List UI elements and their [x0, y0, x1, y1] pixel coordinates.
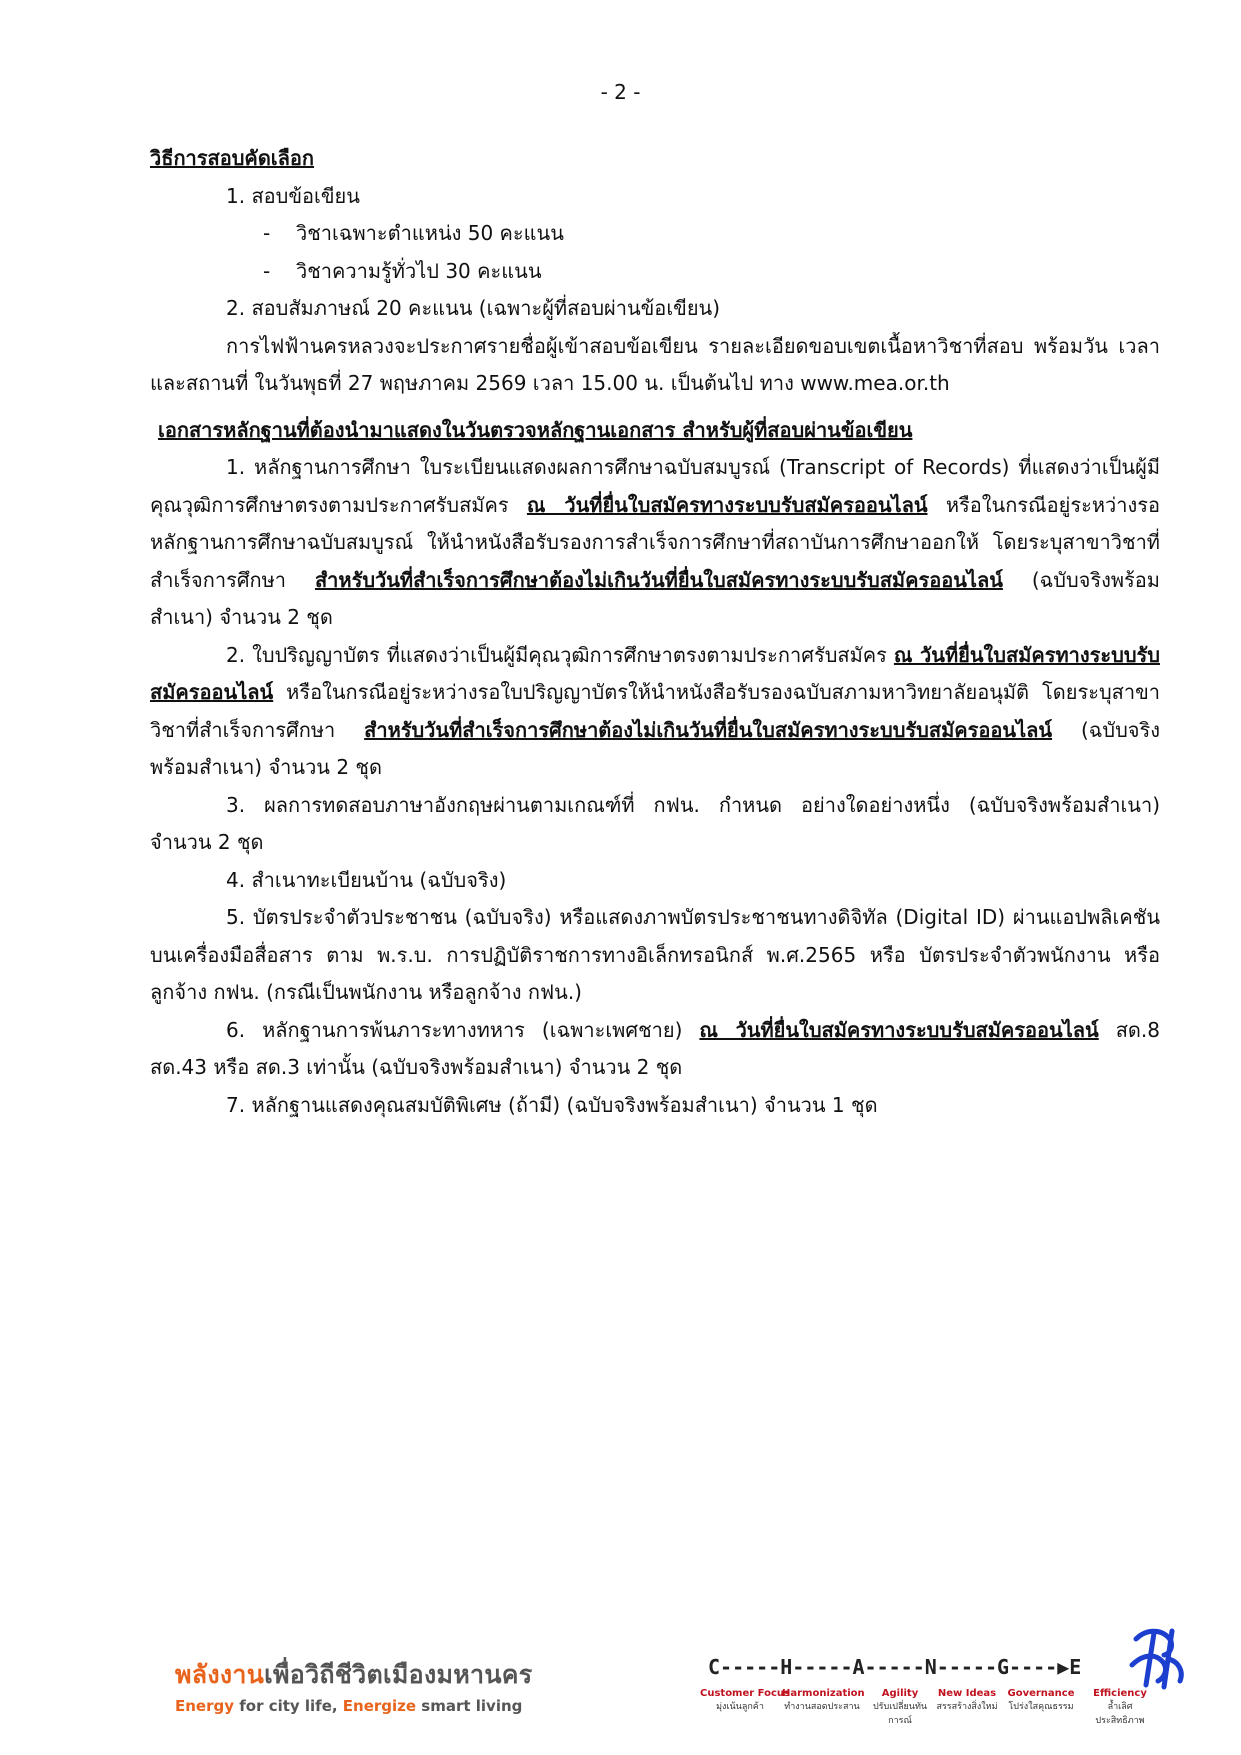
slogan-english-text: for city life,: [234, 1697, 343, 1715]
slogan-english-accent: Energy: [175, 1697, 235, 1715]
document-item-4: 4. สำเนาทะเบียนบ้าน (ฉบับจริง): [226, 867, 507, 892]
slogan-thai: [175, 1655, 533, 1695]
change-item-en: Harmonization: [782, 1688, 865, 1699]
emphasis-text: ณ วันที่ยื่นใบสมัครทางระบบรับสมัครออนไลน์: [526, 492, 928, 517]
footer-slogan: [175, 1655, 533, 1715]
document-item-6: [150, 1012, 1160, 1087]
sub-list-item: [150, 253, 1160, 291]
text-run: (ฉบับจริงพร้อมสำเนา) จำนวน 2 ชุด: [150, 717, 1160, 779]
slogan-english-accent: Energize: [342, 1697, 417, 1715]
change-item: [870, 1688, 930, 1727]
emphasis-text: สำหรับวันที่สำเร็จการศึกษาต้องไม่เกินวันที่ยื่นใบสมัครทางระบบรับสมัครออนไลน์: [314, 567, 1003, 592]
slogan-thai-rest: เพื่อวิถีชีวิตเมืองมหานคร: [264, 1660, 533, 1689]
section-heading-selection: วิธีการสอบคัดเลือก: [150, 146, 315, 170]
change-item: [782, 1688, 865, 1713]
sub-list-item-text: วิชาความรู้ทั่วไป 30 คะแนน: [296, 258, 542, 283]
change-item-en: New Ideas: [937, 1688, 997, 1699]
change-item-th: มุ่งเน้นลูกค้า: [716, 1702, 764, 1712]
slogan-thai-accent: พลังงาน: [175, 1660, 265, 1689]
text-run: 6. หลักฐานการพ้นภาระทางทหาร (เฉพาะเพศชาย): [226, 1017, 700, 1042]
document-item-5: 5. บัตรประจำตัวประชาชน (ฉบับจริง) หรือแสดงภาพบัตรประชาชนทางดิจิทัล (Digital ID) ผ่านแอปพลิเคชันบนเครื่องมือสื่อสาร ตาม พ.ร.บ. การปฏิบัติราชการทางอิเล็กทรอนิกส์ พ.ศ.2565 หรือ บัตรประจำตัวพนักงาน หรือลูกจ้าง กฟน. (กรณีเป็นพนักงาน หรือลูกจ้าง กฟน.): [150, 905, 1160, 1004]
emphasis-text: สำหรับวันที่สำเร็จการศึกษาต้องไม่เกินวันที่ยื่นใบสมัครทางระบบรับสมัครออนไลน์: [364, 717, 1053, 742]
change-item: [932, 1688, 1002, 1713]
text-run: สด.8 สด.43 หรือ สด.3 เท่านั้น (ฉบับจริงพร้อมสำเนา) จำนวน 2 ชุด: [150, 1017, 1161, 1079]
document-item-7: 7. หลักฐานแสดงคุณสมบัติพิเศษ (ถ้ามี) (ฉบับจริงพร้อมสำเนา) จำนวน 1 ชุด: [226, 1092, 878, 1117]
text-run: 1. หลักฐานการศึกษา ใบระเบียนแสดงผลการศึกษาฉบับสมบูรณ์ (Transcript of Records) ที่แสดงว่าเป็นผู้มีคุณวุฒิการศึกษาตรงตามประกาศรับสมัคร: [150, 455, 1160, 517]
change-item-th: โปร่งใสคุณธรรม: [1008, 1702, 1074, 1712]
emphasis-text: ณ วันที่ยื่นใบสมัครทางระบบรับสมัครออนไลน์: [699, 1017, 1099, 1042]
text-run: หรือในกรณีอยู่ระหว่างรอใบปริญญาบัตรให้นำหนังสือรับรองฉบับสภามหาวิทยาลัยอนุมัติ โดยระบุสาขาวิชาที่สำเร็จการศึกษา: [150, 680, 1160, 742]
change-values-graphic: [700, 1643, 1160, 1743]
text-run: (ฉบับจริงพร้อมสำเนา) จำนวน 2 ชุด: [150, 567, 1160, 629]
change-item: [1085, 1688, 1155, 1727]
emphasis-text: ณ วันที่ยื่นใบสมัครทางระบบรับสมัครออนไลน์: [150, 642, 1160, 704]
page-number: - 2 -: [600, 80, 641, 104]
list-item: 2. สอบสัมภาษณ์ 20 คะแนน (เฉพาะผู้ที่สอบผ่านข้อเขียน): [226, 296, 721, 320]
change-item-en: Agility: [881, 1688, 919, 1699]
change-item-th: ทำงานสอดประสาน: [784, 1702, 860, 1712]
document-item-2: [150, 637, 1160, 787]
slogan-english-text: smart living: [416, 1697, 523, 1715]
sub-list-item: [150, 215, 1160, 253]
dash-bullet: -: [263, 258, 271, 283]
dash-bullet: -: [263, 221, 271, 245]
document-body: [150, 140, 1160, 1124]
change-item: [1004, 1688, 1078, 1713]
list-item: 1. สอบข้อเขียน: [226, 183, 360, 208]
change-item-en: Customer Focus: [700, 1688, 790, 1699]
change-item-th: ปรับเปลี่ยนทันการณ์: [872, 1702, 928, 1726]
change-item: [700, 1688, 790, 1713]
change-item-th: สรรสร้างสิ่งใหม่: [936, 1702, 998, 1712]
text-run: หรือในกรณีอยู่ระหว่างรอหลักฐานการศึกษาฉบับสมบูรณ์ ให้นำหนังสือรับรองการสำเร็จการศึกษาที่สถาบันการศึกษาออกให้ โดยระบุสาขาวิชาที่สำเร็จการศึกษา: [150, 492, 1160, 592]
change-item-en: Governance: [1007, 1688, 1075, 1699]
change-item-th: ล้ำเลิศประสิทธิภาพ: [1095, 1702, 1145, 1726]
mea-logo-icon: [1128, 1625, 1188, 1691]
change-item-en: Efficiency: [1093, 1688, 1147, 1699]
document-item-3: 3. ผลการทดสอบภาษาอังกฤษผ่านตามเกณฑ์ที่ กฟน. กำหนด อย่างใดอย่างหนึ่ง (ฉบับจริงพร้อมสำเนา) จำนวน 2 ชุด: [150, 792, 1160, 854]
section-heading-documents: เอกสารหลักฐานที่ต้องนำมาแสดงในวันตรวจหลักฐานเอกสาร สำหรับผู้ที่สอบผ่านข้อเขียน: [158, 417, 913, 442]
slogan-english: [175, 1697, 533, 1715]
announcement-paragraph: การไฟฟ้านครหลวงจะประกาศรายชื่อผู้เข้าสอบข้อเขียน รายละเอียดขอบเขตเนื้อหาวิชาที่สอบ พร้อมวัน เวลา และสถานที่ ในวันพุธที่ 27 พฤษภาคม 2569 เวลา 15.00 น. เป็นต้นไป ทาง www.mea.or.th: [150, 333, 1160, 395]
sub-list-item-text: วิชาเฉพาะตำแหน่ง 50 คะแนน: [296, 221, 564, 245]
change-letters: C-----H-----A-----N-----G----▶E: [708, 1655, 1082, 1679]
text-run: 2. ใบปริญญาบัตร ที่แสดงว่าเป็นผู้มีคุณวุฒิการศึกษาตรงตามประกาศรับสมัคร: [226, 642, 894, 667]
document-item-1: [150, 449, 1160, 637]
